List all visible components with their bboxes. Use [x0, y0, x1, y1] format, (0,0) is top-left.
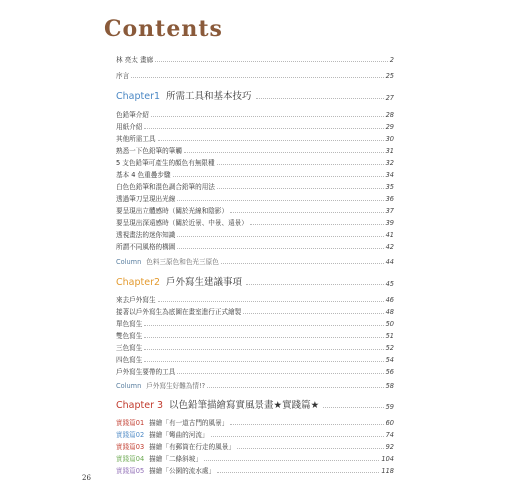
practice-label: 實踐篇03: [116, 443, 145, 451]
page-number: 26: [82, 474, 91, 482]
entry-page: 41: [385, 231, 394, 239]
toc-entry[interactable]: [116, 237, 394, 251]
practice-label: 實踐篇01: [116, 419, 145, 427]
entry-page: 42: [385, 243, 394, 251]
leader-dots: [221, 263, 384, 264]
practice-label: 實踐篇02: [116, 431, 145, 439]
chapter-name: 所需工具和基本技巧: [166, 91, 252, 102]
entry-title: 其他所需工具: [116, 135, 156, 143]
toc-entry-column[interactable]: [116, 252, 394, 266]
chapter-number: Chapter 3: [116, 400, 164, 411]
entry-title: 接著以戶外寫生為底圖在畫室進行正式繪製: [116, 308, 242, 316]
entry-title: [116, 382, 207, 390]
column-label: Column: [116, 258, 142, 266]
entry-page: 32: [385, 159, 394, 167]
entry-title: 要呈現出深遠感時（關於近景、中景、遠景）: [116, 219, 248, 227]
practice-label: 實踐篇04: [116, 455, 145, 463]
entry-title: 來去戶外寫生: [116, 296, 156, 304]
entry-page: 35: [385, 183, 394, 191]
entry-page: 50: [385, 320, 394, 328]
leader-dots: [323, 407, 384, 408]
entry-title: 5 支色鉛筆可產生的顏色有無限種: [116, 159, 215, 167]
toc-entry-column[interactable]: [116, 376, 394, 390]
toc-entry-practice[interactable]: [116, 461, 394, 475]
entry-page: 36: [385, 195, 394, 203]
leader-dots: [177, 248, 383, 249]
leader-dots: [217, 472, 379, 473]
entry-page: 52: [385, 344, 394, 352]
entry-title: 要呈現出立體感時（關於光線和陰影）: [116, 207, 229, 215]
entry-page: 46: [385, 296, 394, 304]
entry-page: 37: [385, 207, 394, 215]
entry-page: 30: [385, 135, 394, 143]
entry-page: 56: [385, 368, 394, 376]
chapter-name: 以色鉛筆描繪寫實風景畫★實踐篇★: [169, 400, 320, 411]
practice-title: 描繪「有郵筒在行走的風景」: [149, 443, 235, 451]
leader-dots: [207, 387, 383, 388]
entry-page: 51: [385, 332, 394, 340]
chapter-page: 59: [385, 403, 394, 411]
entry-title: 透視畫法的迷你知識: [116, 231, 176, 239]
entry-page: 54: [385, 356, 394, 364]
chapter-2-heading[interactable]: [116, 272, 394, 288]
entry-page: 44: [385, 258, 394, 266]
chapter-page: 27: [385, 94, 394, 102]
entry-page: 48: [385, 308, 394, 316]
entry-title: 雙色寫生: [116, 332, 143, 340]
entry-page: 2: [389, 56, 394, 64]
entry-page: 31: [385, 147, 394, 155]
page-title: Contents: [104, 16, 223, 42]
entry-page: 58: [385, 382, 394, 390]
practice-title: 描繪「有一道古門的風景」: [149, 419, 229, 427]
entry-title: 三色寫生: [116, 344, 143, 352]
leader-dots: [177, 373, 383, 374]
entry-page: 39: [385, 219, 394, 227]
entry-title: 用紙介紹: [116, 123, 143, 131]
entry-title: [116, 258, 221, 266]
entry-page: 28: [385, 111, 394, 119]
entry-title: 林 亮太 畫廊: [116, 56, 154, 64]
entry-title: 基本 4 色重疊步驟: [116, 171, 171, 179]
entry-title: 色鉛筆介紹: [116, 111, 149, 119]
entry-page: 74: [385, 431, 394, 439]
chapter-1-heading[interactable]: [116, 86, 394, 102]
leader-dots: [131, 77, 383, 78]
entry-title: 序言: [116, 72, 130, 80]
practice-label: 實踐篇05: [116, 467, 145, 475]
entry-page: 34: [385, 171, 394, 179]
entry-title: 白色色鉛筆和混色調合鉛筆的用法: [116, 183, 215, 191]
entry-title: 四色寫生: [116, 356, 143, 364]
chapter-3-heading[interactable]: [116, 395, 394, 411]
chapter-number: Chapter1: [116, 91, 161, 102]
practice-title: 描繪「公園的流水處」: [149, 467, 216, 475]
toc-entry-gallery[interactable]: [116, 50, 394, 64]
entry-title: [116, 467, 217, 475]
leader-dots: [246, 284, 384, 285]
chapter-name: 戶外寫生建議事項: [166, 277, 243, 288]
practice-title: 描繪「二條斜坡」: [149, 455, 202, 463]
entry-page: 60: [385, 419, 394, 427]
entry-page: 25: [385, 72, 394, 80]
chapter-number: Chapter2: [116, 277, 161, 288]
chapter-page: 45: [385, 280, 394, 288]
entry-title: 熟悉一下色鉛筆的筆觸: [116, 147, 182, 155]
leader-dots: [256, 98, 384, 99]
entry-page: 118: [381, 467, 394, 475]
entry-title: 戶外寫生要帶的工具: [116, 368, 176, 376]
entry-page: 92: [385, 443, 394, 451]
entry-title: 所謂不同風格的構圖: [116, 243, 176, 251]
column-label: Column: [116, 382, 142, 390]
practice-title: 描繪「彎曲的河流」: [149, 431, 209, 439]
leader-dots: [155, 61, 388, 62]
entry-page: 29: [385, 123, 394, 131]
column-title: 色料三原色和色光三原色: [146, 258, 219, 266]
entry-page: 104: [381, 455, 394, 463]
entry-title: 單色寫生: [116, 320, 143, 328]
column-title: 戶外寫生好難為情!?: [146, 382, 206, 390]
toc-entry-preface[interactable]: [116, 66, 394, 80]
toc-entry[interactable]: [116, 362, 394, 376]
entry-title: 透過筆刀呈現出光線: [116, 195, 176, 203]
